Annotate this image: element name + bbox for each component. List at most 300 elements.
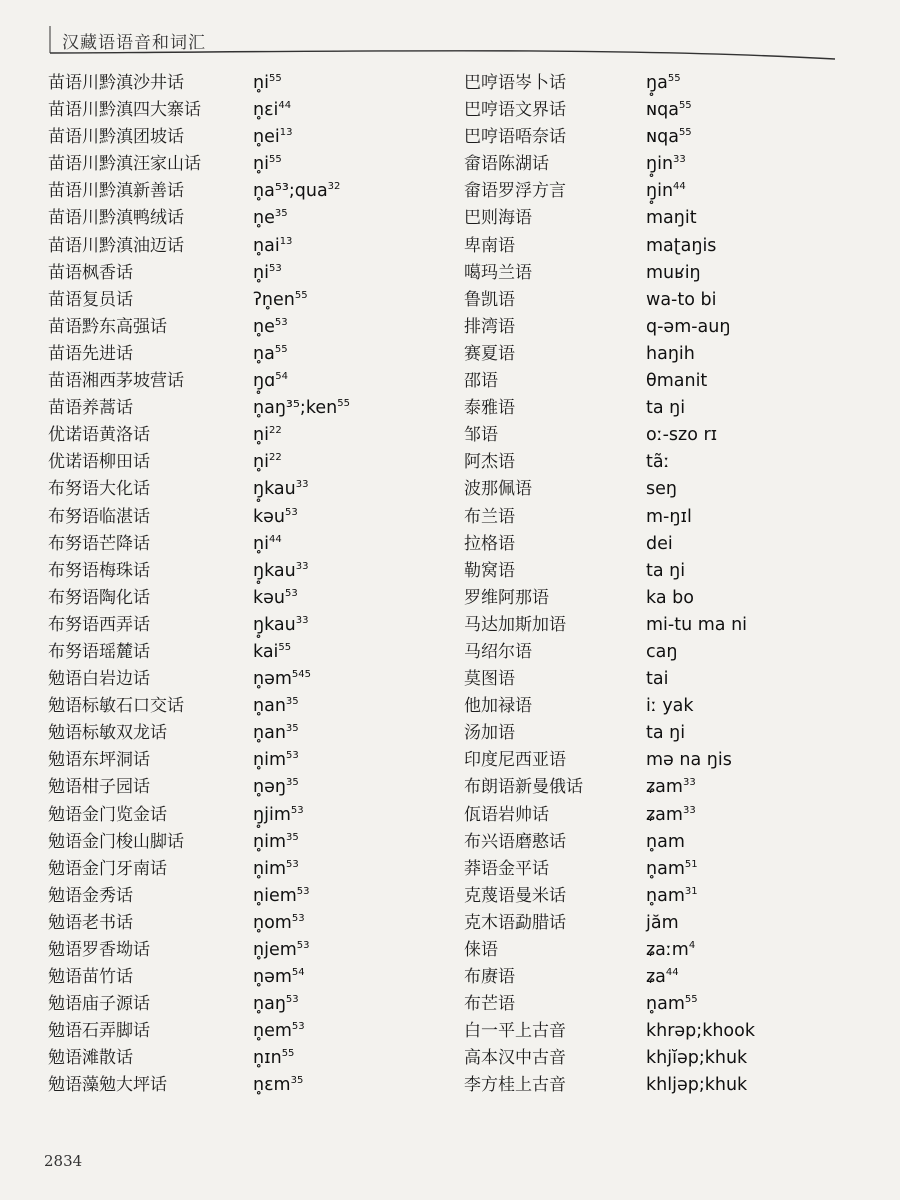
phonetic-form	[253, 1045, 294, 1072]
phonetic-form	[646, 1018, 755, 1045]
phonetic-form	[646, 531, 673, 558]
phonetic-base: n̥ɛi	[253, 100, 279, 121]
phonetic-form	[253, 747, 299, 774]
phonetic-base: n̥jem	[253, 940, 297, 960]
entry-row	[48, 802, 438, 829]
entry-row	[48, 964, 438, 991]
language-name: 畲语陈湖话	[464, 154, 549, 175]
phonetic-form	[646, 151, 686, 178]
phonetic-form	[253, 151, 282, 178]
tone-number: 35	[286, 831, 299, 843]
phonetic-base: khjĭəp;khuk	[646, 1048, 748, 1069]
language-name: 勉语苗竹话	[48, 967, 133, 988]
phonetic-form	[253, 422, 282, 449]
phonetic-base: n̥aŋ	[253, 994, 286, 1015]
phonetic-form	[253, 531, 282, 558]
entry-row	[464, 856, 884, 883]
phonetic-form	[646, 314, 730, 341]
language-name: 布努语西弄话	[48, 614, 150, 635]
phonetic-form	[253, 991, 299, 1018]
language-name: 俫语	[464, 940, 498, 960]
phonetic-base: ta ŋi	[646, 398, 686, 419]
phonetic-form	[646, 802, 696, 829]
phonetic-form	[253, 612, 308, 639]
entry-row	[464, 205, 884, 232]
entry-row	[464, 612, 884, 639]
phonetic-base: n̥ɛm	[253, 1075, 291, 1096]
tone-number: 55	[294, 289, 308, 301]
phonetic-form	[646, 964, 679, 991]
tone-number: 55	[268, 73, 282, 84]
language-name: 佤语岩帅话	[464, 804, 549, 825]
language-name: 勉语东坪洞话	[48, 750, 150, 771]
phonetic-form	[646, 693, 694, 720]
language-name: 勉语金门牙南话	[48, 858, 167, 879]
entry-row	[48, 205, 438, 232]
phonetic-base: caŋ	[646, 641, 678, 662]
entry-row	[464, 774, 884, 801]
entry-row	[48, 368, 438, 395]
entry-row	[464, 531, 884, 558]
entry-row	[48, 937, 438, 964]
phonetic-base: khrəp;khook	[646, 1021, 755, 1042]
entry-row	[464, 585, 884, 612]
phonetic-form	[253, 1018, 305, 1045]
entry-row	[464, 883, 884, 910]
phonetic-base: ʔn̥en	[253, 289, 295, 310]
phonetic-form	[646, 937, 695, 964]
phonetic-base: n̥e	[253, 316, 275, 337]
phonetic-base: ta ŋi	[646, 723, 686, 744]
tone-number: 44	[665, 967, 679, 979]
phonetic-form	[253, 910, 305, 937]
language-name: 勉语藻勉大坪话	[48, 1075, 167, 1096]
tone-number: 55	[678, 127, 692, 139]
tone-number: 54	[275, 371, 288, 383]
tone-number: 44	[673, 181, 686, 193]
phonetic-base: ʑaːm	[646, 940, 689, 960]
phonetic-base: n̥i	[253, 262, 269, 283]
phonetic-base: n̥aŋ³⁵;ken	[253, 398, 338, 419]
language-name: 布努语临湛话	[48, 506, 150, 527]
language-name: 邹语	[464, 425, 498, 446]
phonetic-base: kəu	[253, 506, 285, 527]
phonetic-base: tãː	[646, 452, 670, 473]
tone-number: 33	[673, 154, 686, 166]
entry-row	[464, 178, 884, 205]
entry-row	[48, 395, 438, 422]
tone-number: 54	[291, 967, 305, 979]
phonetic-form	[646, 368, 707, 395]
language-name: 泰雅语	[464, 398, 515, 419]
language-name: 布努语瑶麓话	[48, 641, 150, 662]
language-name: 勉语金门览金话	[48, 804, 167, 825]
entry-row	[48, 178, 438, 205]
phonetic-base: seŋ	[646, 479, 677, 500]
language-name: 罗维阿那语	[464, 587, 549, 608]
language-name: 苗语川黔滇汪家山话	[48, 154, 201, 175]
phonetic-form	[253, 287, 308, 314]
header-rule	[0, 16, 900, 76]
language-name: 苗语养蒿话	[48, 398, 133, 419]
phonetic-form	[646, 829, 685, 856]
phonetic-form	[646, 260, 701, 287]
phonetic-form	[646, 991, 698, 1018]
language-name: 苗语黔东高强话	[48, 316, 167, 337]
phonetic-base: ta ŋi	[646, 560, 686, 581]
language-name: 布芒语	[464, 994, 515, 1015]
language-name: 苗语川黔滇油迈话	[48, 235, 184, 256]
phonetic-base: ŋ̥ɑ	[253, 371, 276, 392]
phonetic-base: n̥əm	[253, 669, 292, 690]
phonetic-base: ʑa	[646, 967, 666, 988]
language-name: 苗语湘西茅坡营话	[48, 371, 184, 392]
entry-row	[464, 666, 884, 693]
phonetic-base: khljəp;khuk	[646, 1075, 748, 1096]
language-name: 苗语川黔滇团坡话	[48, 127, 184, 148]
phonetic-base: n̥i	[253, 154, 269, 175]
tone-number: 44	[268, 533, 282, 545]
entry-row	[48, 829, 438, 856]
language-name: 邵语	[464, 371, 498, 392]
phonetic-form	[253, 693, 299, 720]
phonetic-base: ŋ̥kau	[253, 614, 296, 635]
entry-row	[464, 341, 884, 368]
language-name: 勒窝语	[464, 560, 515, 581]
tone-number: 53	[274, 316, 288, 328]
phonetic-base: n̥i	[253, 73, 269, 93]
entry-row	[464, 476, 884, 503]
phonetic-form	[646, 449, 669, 476]
language-name: 克木语勐腊话	[464, 912, 566, 933]
entry-row	[48, 151, 438, 178]
phonetic-form	[646, 1072, 747, 1099]
entry-row	[48, 883, 438, 910]
phonetic-base: n̥an	[253, 723, 286, 744]
entry-row	[464, 233, 884, 260]
phonetic-base: ŋ̥kau	[253, 560, 296, 581]
language-name: 优诺语柳田话	[48, 452, 150, 473]
phonetic-form	[646, 178, 686, 205]
phonetic-base: n̥ei	[253, 127, 280, 148]
entry-row	[48, 747, 438, 774]
phonetic-base: n̥am	[646, 831, 685, 852]
entry-row	[48, 585, 438, 612]
entry-row	[464, 124, 884, 151]
entry-row	[464, 70, 884, 97]
phonetic-base: ŋ̥jim	[253, 804, 291, 825]
language-name: 莽语金平话	[464, 858, 549, 879]
language-name: 勉语柑子园话	[48, 777, 150, 798]
entry-row	[48, 233, 438, 260]
language-name: 布兰语	[464, 506, 515, 527]
entry-row	[48, 260, 438, 287]
tone-number: 53	[286, 750, 299, 762]
phonetic-base: maŋit	[646, 208, 697, 229]
language-name: 勉语标敏双龙话	[48, 723, 167, 744]
entry-row	[48, 314, 438, 341]
language-name: 畲语罗浮方言	[464, 181, 566, 202]
tone-number: 35	[274, 208, 288, 220]
phonetic-base: oː-szo rɪ	[646, 425, 718, 446]
phonetic-form	[253, 964, 305, 991]
phonetic-form	[646, 856, 698, 883]
phonetic-form	[253, 504, 298, 531]
language-name: 汤加语	[464, 723, 515, 744]
language-name: 排湾语	[464, 316, 515, 337]
tone-number: 53	[286, 858, 299, 870]
tone-number: 33	[295, 560, 309, 572]
entry-row	[48, 1018, 438, 1045]
language-name: 克蔑语曼米话	[464, 885, 566, 906]
entry-row	[464, 395, 884, 422]
language-name: 布努语大化话	[48, 479, 150, 500]
phonetic-form	[646, 233, 716, 260]
phonetic-form	[253, 639, 291, 666]
tone-number: 53	[285, 587, 298, 599]
tone-number: 35	[290, 1075, 304, 1087]
phonetic-base: n̥i	[253, 533, 269, 554]
phonetic-base: n̥e	[253, 208, 275, 229]
tone-number: 55	[281, 1048, 295, 1060]
language-name: 勉语滩散话	[48, 1048, 133, 1069]
phonetic-base: ŋ̥a	[646, 73, 668, 93]
language-name: 勉语白岩边话	[48, 669, 150, 690]
entry-row	[464, 1018, 884, 1045]
phonetic-base: n̥om	[253, 912, 292, 933]
language-name: 巴哼语岑卜话	[464, 73, 566, 93]
language-name: 苗语枫香话	[48, 262, 133, 283]
phonetic-base: n̥ɪn	[253, 1048, 282, 1069]
language-name: 勉语罗香坳话	[48, 940, 150, 960]
phonetic-base: ʑam	[646, 777, 683, 798]
language-name: 拉格语	[464, 533, 515, 554]
entry-row	[464, 449, 884, 476]
phonetic-base: n̥am	[646, 858, 685, 879]
tone-number: 55	[684, 994, 698, 1006]
language-name: 李方桂上古音	[464, 1075, 566, 1096]
phonetic-form	[253, 856, 299, 883]
phonetic-base: n̥im	[253, 831, 287, 852]
phonetic-base: tai	[646, 669, 669, 690]
language-name: 优诺语黄洛话	[48, 425, 150, 446]
tone-number: 33	[295, 479, 309, 491]
phonetic-form	[646, 720, 685, 747]
entry-row	[48, 70, 438, 97]
phonetic-form	[646, 504, 692, 531]
entry-row	[48, 341, 438, 368]
entry-row	[464, 151, 884, 178]
tone-number: 32	[327, 181, 341, 193]
entry-row	[48, 449, 438, 476]
tone-number: 51	[684, 858, 698, 870]
language-name: 苗语川黔滇新善话	[48, 181, 184, 202]
phonetic-base: mə na ŋis	[646, 750, 732, 771]
tone-number: 33	[682, 777, 696, 789]
phonetic-base: ɴqa	[646, 127, 679, 148]
phonetic-base: θmanit	[646, 371, 708, 392]
language-name: 勉语石弄脚话	[48, 1021, 150, 1042]
entry-row	[464, 1072, 884, 1099]
language-name: 布努语梅珠话	[48, 560, 150, 581]
tone-number: 22	[268, 425, 282, 437]
entry-row	[464, 260, 884, 287]
phonetic-base: wa-to bi	[646, 289, 717, 310]
phonetic-base: dei	[646, 533, 673, 554]
phonetic-base: n̥i	[253, 425, 269, 446]
tone-number: 55	[278, 641, 292, 653]
phonetic-form	[253, 70, 282, 97]
entry-row	[48, 666, 438, 693]
entry-row	[464, 829, 884, 856]
tone-number: 55	[678, 100, 692, 112]
phonetic-form	[646, 476, 677, 503]
phonetic-form	[253, 395, 350, 422]
entry-row	[464, 991, 884, 1018]
phonetic-form	[646, 395, 685, 422]
language-name: 波那佩语	[464, 479, 532, 500]
tone-number: 53	[285, 506, 298, 518]
phonetic-form	[253, 937, 310, 964]
tone-number: 53	[285, 994, 299, 1006]
tone-number: 35	[285, 777, 299, 789]
entry-row	[464, 720, 884, 747]
phonetic-form	[646, 341, 695, 368]
entry-row	[48, 287, 438, 314]
language-name: 阿杰语	[464, 452, 515, 473]
language-name: 布努语陶化话	[48, 587, 150, 608]
phonetic-form	[253, 883, 310, 910]
phonetic-form	[253, 476, 308, 503]
entry-row	[464, 1045, 884, 1072]
entry-row	[464, 97, 884, 124]
entry-row	[48, 639, 438, 666]
phonetic-form	[646, 666, 668, 693]
phonetic-form	[646, 124, 692, 151]
language-name: 噶玛兰语	[464, 262, 532, 283]
entry-row	[48, 612, 438, 639]
tone-number: 13	[279, 235, 293, 247]
phonetic-base: n̥im	[253, 858, 287, 879]
tone-number: 22	[268, 452, 282, 464]
phonetic-form	[646, 774, 696, 801]
language-name: 印度尼西亚语	[464, 750, 566, 771]
entry-row	[48, 558, 438, 585]
language-name: 勉语金秀话	[48, 885, 133, 906]
tone-number: 13	[279, 127, 293, 139]
phonetic-form	[646, 639, 677, 666]
phonetic-base: ŋ̥in	[646, 181, 674, 202]
left-column	[48, 70, 438, 1100]
language-name: 莫图语	[464, 669, 515, 690]
tone-number: 55	[268, 154, 282, 166]
phonetic-base: muʁiŋ	[646, 262, 701, 283]
tone-number: 545	[291, 669, 311, 681]
tone-number: 4	[688, 940, 696, 951]
entry-row	[48, 124, 438, 151]
phonetic-form	[253, 178, 340, 205]
phonetic-form	[253, 449, 282, 476]
language-name: 勉语标敏石口交话	[48, 696, 184, 717]
language-name: 高本汉中古音	[464, 1048, 566, 1069]
phonetic-form	[646, 612, 747, 639]
phonetic-base: n̥ai	[253, 235, 280, 256]
phonetic-form	[646, 910, 679, 937]
right-column	[464, 70, 884, 1100]
phonetic-form	[646, 883, 698, 910]
phonetic-form	[253, 233, 292, 260]
phonetic-base: n̥im	[253, 750, 287, 771]
entry-row	[464, 368, 884, 395]
phonetic-base: n̥a	[253, 343, 275, 364]
tone-number: 53	[296, 940, 310, 951]
phonetic-form	[253, 720, 299, 747]
entry-row	[464, 937, 884, 964]
tone-number: 53	[291, 912, 305, 924]
language-name: 巴哼语文界话	[464, 100, 566, 121]
entry-row	[48, 504, 438, 531]
entry-row	[48, 910, 438, 937]
phonetic-base: q-əm-auŋ	[646, 316, 731, 337]
phonetic-form	[646, 97, 692, 124]
tone-number: 53	[296, 885, 310, 897]
phonetic-base: n̥iem	[253, 885, 297, 906]
tone-number: 55	[274, 343, 288, 355]
phonetic-base: ʑam	[646, 804, 683, 825]
entry-row	[48, 1045, 438, 1072]
phonetic-form	[253, 585, 298, 612]
language-name: 卑南语	[464, 235, 515, 256]
phonetic-base: kai	[253, 641, 279, 662]
tone-number: 35	[285, 723, 299, 735]
tone-number: 33	[295, 614, 309, 626]
language-name: 勉语庙子源话	[48, 994, 150, 1015]
phonetic-form	[253, 368, 288, 395]
phonetic-form	[253, 802, 304, 829]
entry-row	[464, 422, 884, 449]
phonetic-form	[253, 260, 282, 287]
language-name: 白一平上古音	[464, 1021, 566, 1042]
language-name: 赛夏语	[464, 343, 515, 364]
phonetic-base: n̥əŋ	[253, 777, 286, 798]
phonetic-form	[646, 287, 716, 314]
phonetic-base: ɴqa	[646, 100, 679, 121]
language-name: 鲁凯语	[464, 289, 515, 310]
entry-row	[48, 856, 438, 883]
tone-number: 44	[278, 100, 292, 112]
entry-row	[48, 693, 438, 720]
entry-row	[464, 747, 884, 774]
entry-row	[48, 774, 438, 801]
language-name: 布努语芒降话	[48, 533, 150, 554]
entry-row	[464, 314, 884, 341]
language-name: 巴则海语	[464, 208, 532, 229]
tone-number: 35	[285, 696, 299, 708]
language-name: 苗语川黔滇鸭绒话	[48, 208, 184, 229]
phonetic-base: haŋih	[646, 343, 695, 364]
phonetic-form	[646, 585, 694, 612]
phonetic-base: n̥i	[253, 452, 269, 473]
tone-number: 33	[682, 804, 696, 816]
phonetic-form	[253, 341, 288, 368]
language-name: 苗语先进话	[48, 343, 133, 364]
phonetic-form	[253, 205, 288, 232]
entry-row	[48, 720, 438, 747]
phonetic-base: n̥a⁵³;qua	[253, 181, 328, 202]
phonetic-base: n̥em	[253, 1021, 292, 1042]
language-name: 巴哼语唔奈话	[464, 127, 566, 148]
tone-number: 55	[667, 73, 681, 84]
